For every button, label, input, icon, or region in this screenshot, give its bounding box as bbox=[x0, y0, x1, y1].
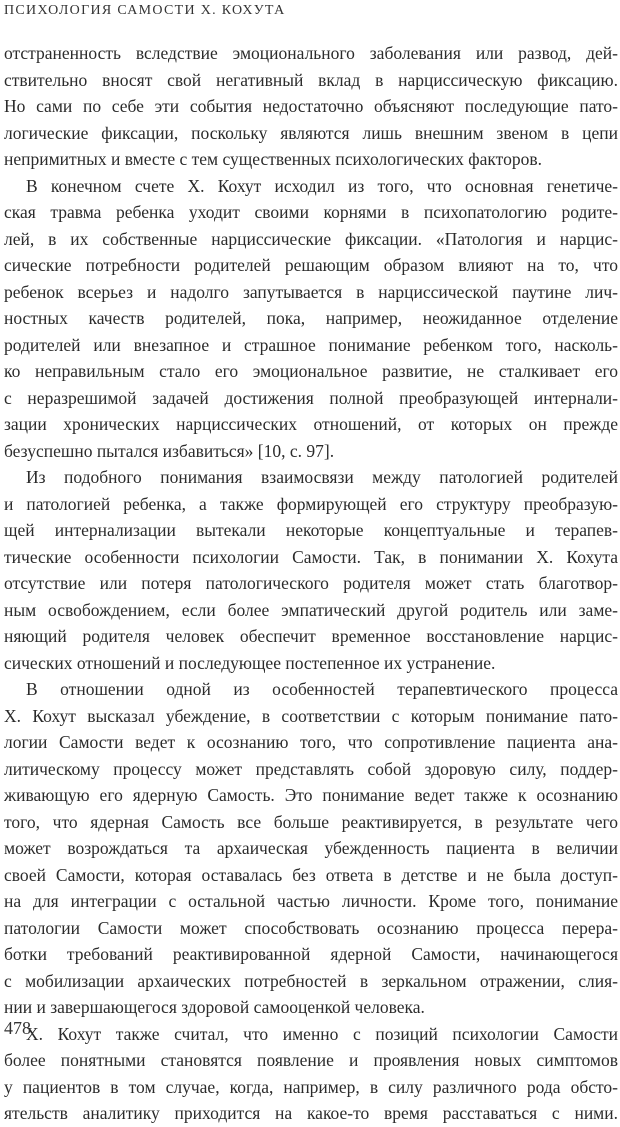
text-line: В отношении одной из особенностей терапевтического процесса bbox=[26, 679, 618, 699]
text-line: у пациентов в том случае, когда, например, в силу различного рода обсто- bbox=[4, 1076, 618, 1097]
text-line: няющий родителя человек обеспечит временное восстановление нарцис- bbox=[4, 626, 618, 646]
text-line: непримитных и вместе с тем существенных психологических факторов. bbox=[4, 149, 542, 169]
text-line: логии Самости ведет к осознанию того, что сопротивление пациента ана- bbox=[4, 732, 618, 752]
text-line: литическому процессу может представлять собой здоровую силу, поддер- bbox=[4, 758, 618, 779]
text-line: и патологией ребенка, а также формирующей его структуру преобразую- bbox=[4, 493, 618, 514]
text-line: сические потребности родителей решающим образом влияют на то, что bbox=[4, 255, 618, 275]
text-line: родителей или внезапное и страшное понимание ребенком того, насколь- bbox=[4, 334, 618, 355]
text-line: ным освобождением, если более эмпатический другой родитель или заме- bbox=[4, 599, 618, 620]
text-line: Х. Кохут также считал, что именно с позиций психологии Самости bbox=[26, 1023, 618, 1044]
text-line: патологии Самости может способствовать осознанию процесса перера- bbox=[4, 917, 618, 938]
text-line: на для интеграции с остальной частью личности. Кроме того, понимание bbox=[4, 891, 618, 911]
text-line: своей Самости, которая оставалась без ответа в детстве и не была доступ- bbox=[4, 864, 618, 885]
text-line: безуспешно пытался избавиться» [10, с. 97]. bbox=[4, 440, 335, 461]
text-line: отсутствие или потеря патологического родителя может стать благотвор- bbox=[4, 573, 618, 593]
text-line: живающую его ядерную Самость. Это понимание ведет также к осознанию bbox=[4, 785, 618, 805]
text-line: с мобилизации архаических потребностей в зеркальном отражении, слия- bbox=[4, 970, 618, 991]
text-line: с неразрешимой задачей достижения полной преобразующей интернали- bbox=[4, 387, 618, 408]
text-line: ская травма ребенка уходит своими корнями в психопатологию родите- bbox=[4, 202, 618, 222]
running-head: ПСИХОЛОГИЯ САМОСТИ Х. КОХУТА bbox=[4, 3, 286, 18]
text-line: может возрождаться та архаическая убежденность пациента в величии bbox=[4, 838, 618, 858]
text-line: того, что ядерная Самость все больше реактивируется, в результате чего bbox=[4, 811, 618, 832]
text-line: нии и завершающегося здоровой самооценкой человека. bbox=[4, 997, 425, 1017]
text-line: В конечном счете Х. Кохут исходил из того, что основная генетиче- bbox=[26, 175, 618, 196]
text-line: отстраненность вследствие эмоционального заболевания или развод, дей- bbox=[4, 43, 618, 63]
text-line: зации хронических нарциссических отношений, от которых он прежде bbox=[4, 414, 618, 434]
text-line: ностных качеств родителей, пока, например, неожиданное отделение bbox=[4, 308, 618, 328]
text-line: ботки требований реактивированной ядерной Самости, начинающегося bbox=[4, 944, 618, 964]
text-line: логические фиксации, поскольку являются лишь внешним звеном в цепи bbox=[4, 122, 618, 143]
text-line: сических отношений и последующее постепенное их устранение. bbox=[4, 652, 496, 673]
text-line: Х. Кохут высказал убеждение, в соответствии с которым понимание пато- bbox=[4, 705, 618, 726]
text-line: ко неправильным стало его эмоциональное развитие, не сталкивает его bbox=[4, 361, 618, 381]
text-line: ствительно вносят свой негативный вклад в нарциссическую фиксацию. bbox=[4, 69, 618, 90]
text-line: лей, в их собственные нарциссические фиксации. «Патология и нарцис- bbox=[4, 228, 618, 249]
text-line: более понятными становятся появление и проявления новых симптомов bbox=[4, 1050, 618, 1070]
page-number: 478 bbox=[4, 1018, 31, 1038]
text-line: ребенок всерьез и надолго запутывается в нарциссической паутине лич- bbox=[4, 281, 618, 302]
text-line: Но сами по себе эти события недостаточно объясняют последующие пато- bbox=[4, 96, 618, 116]
text-line: ятельств аналитику приходится на какое-то время расставаться с ними. bbox=[4, 1103, 618, 1123]
text-line: щей интернализации вытекали некоторые концептуальные и терапев- bbox=[4, 520, 618, 540]
text-line: тические особенности психологии Самости. Так, в понимании Х. Кохута bbox=[4, 546, 618, 567]
text-line: Из подобного понимания взаимосвязи между патологией родителей bbox=[26, 467, 618, 487]
